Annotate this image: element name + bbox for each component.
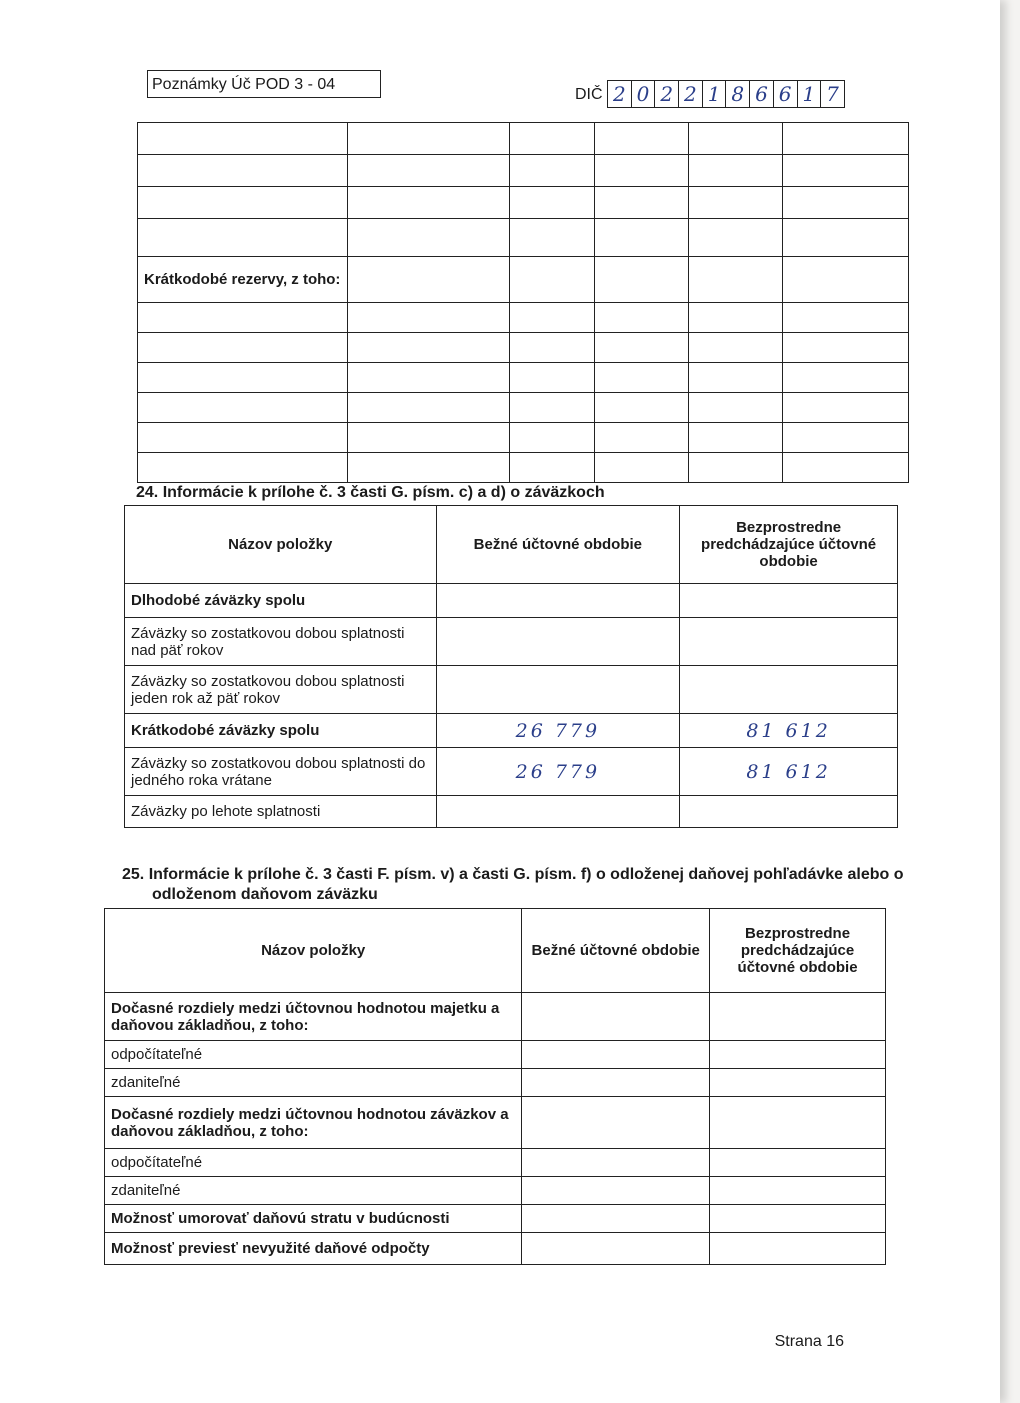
deferred-tax-table: [104, 908, 886, 1265]
row-label: Záväzky so zostatkovou dobou splatnosti do jedného roka vrátane: [125, 748, 437, 796]
dic-digit: 6: [749, 81, 773, 107]
col-header-name: Názov položky: [125, 506, 437, 584]
dic-digit: 1: [702, 81, 726, 107]
row-label: Dlhodobé záväzky spolu: [125, 584, 437, 618]
row-label: Záväzky so zostatkovou dobou splatnosti jeden rok až päť rokov: [125, 666, 437, 714]
row-label: zdaniteľné: [105, 1177, 522, 1205]
handwritten-value: 81 612: [680, 714, 898, 748]
form-code-box: Poznámky Úč POD 3 - 04: [147, 70, 381, 98]
dic-digit: 2: [678, 81, 702, 107]
col-header-prev: Bezprostredne predchádzajúce účtovné obdobie: [710, 909, 886, 993]
dic-digits: [607, 80, 845, 108]
row-label: zdaniteľné: [105, 1069, 522, 1097]
section-25-title-cont: odloženom daňovom záväzku: [152, 886, 378, 903]
col-header-name: Názov položky: [105, 909, 522, 993]
row-label: Záväzky so zostatkovou dobou splatnosti nad päť rokov: [125, 618, 437, 666]
row-label: Záväzky po lehote splatnosti: [125, 796, 437, 828]
row-label: Dočasné rozdiely medzi účtovnou hodnotou záväzkov a daňovou základňou, z toho:: [105, 1097, 522, 1149]
dic-digit: 2: [654, 81, 678, 107]
row-label: Krátkodobé záväzky spolu: [125, 714, 437, 748]
liabilities-table: [124, 505, 898, 828]
dic-label: DIČ: [575, 86, 603, 103]
col-header-prev: Bezprostredne predchádzajúce účtovné obdobie: [680, 506, 898, 584]
dic-digit: 6: [773, 81, 797, 107]
section-25-title: 25. Informácie k prílohe č. 3 časti F. písm. v) a časti G. písm. f) o odloženej daňovej pohľadávke alebo o: [122, 866, 904, 883]
dic-digit: 0: [631, 81, 655, 107]
handwritten-value: 26 779: [436, 748, 680, 796]
col-header-current: Bežné účtovné obdobie: [522, 909, 710, 993]
dic-digit: 2: [612, 82, 626, 106]
row-label: odpočítateľné: [105, 1149, 522, 1177]
row-label: Dočasné rozdiely medzi účtovnou hodnotou majetku a daňovou základňou, z toho:: [105, 993, 522, 1041]
handwritten-value: 81 612: [680, 748, 898, 796]
row-current: [436, 618, 680, 666]
dic-digit: 1: [797, 81, 821, 107]
dic-digit: 8: [725, 81, 749, 107]
row-prev: [680, 584, 898, 618]
reserves-table: [137, 122, 909, 483]
handwritten-value: 26 779: [436, 714, 680, 748]
page-number: Strana 16: [774, 1333, 844, 1350]
row-label: Možnosť previesť nevyužité daňové odpočty: [105, 1233, 522, 1265]
row-label: Možnosť umorovať daňovú stratu v budúcnosti: [105, 1205, 522, 1233]
row-current: [436, 666, 680, 714]
row-current: [436, 796, 680, 828]
section-24-title: 24. Informácie k prílohe č. 3 časti G. písm. c) a d) o záväzkoch: [136, 484, 605, 501]
row-prev: [680, 796, 898, 828]
row-label: odpočítateľné: [105, 1041, 522, 1069]
row-prev: [680, 666, 898, 714]
dic-digit: 7: [820, 81, 844, 107]
short-term-reserves-label: Krátkodobé rezervy, z toho:: [138, 257, 348, 303]
col-header-current: Bežné účtovné obdobie: [436, 506, 680, 584]
row-prev: [680, 618, 898, 666]
row-current: [436, 584, 680, 618]
